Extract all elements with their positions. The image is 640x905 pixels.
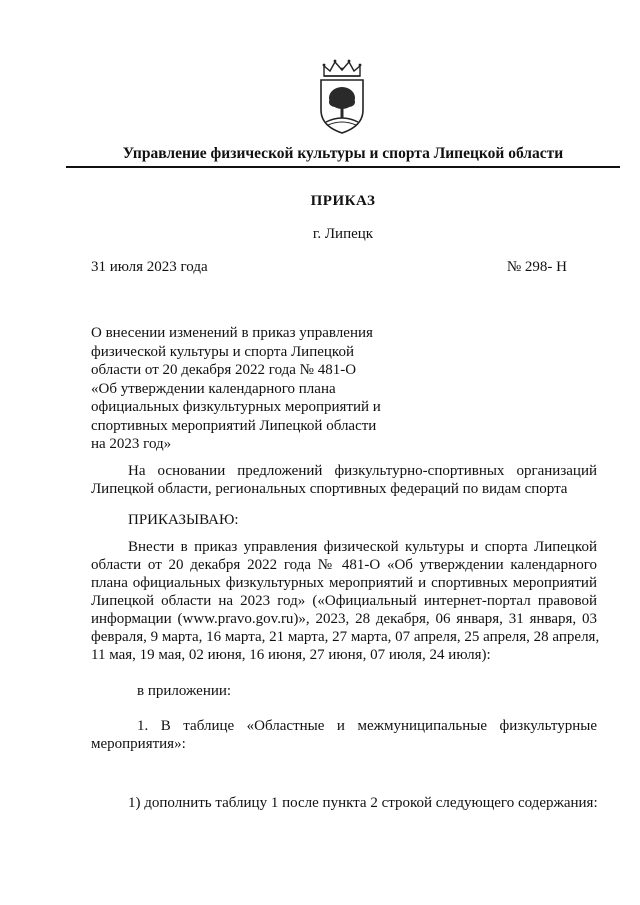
paragraph-line: 11 мая, 19 мая, 02 июня, 16 июня, 27 июня, 07 июля, 24 июля): [91,647,491,663]
paragraph-line: На основании предложений физкультурно-спортивных организаций [128,463,597,479]
document-title: ПРИКАЗ [310,193,376,209]
paragraph-line: 1) дополнить таблицу 1 после пункта 2 строкой следующего содержания: [128,795,598,811]
paragraph-line: Липецкой области, региональных спортивных федераций по видам спорта [91,481,568,497]
subject-line: «Об утверждении календарного плана [91,380,336,397]
paragraph-line: Внести в приказ управления физической культуры и спорта Липецкой [128,539,597,555]
item-1-paragraph [91,717,597,753]
subject-line: на 2023 год» [91,436,172,452]
basis-paragraph [91,462,597,498]
document-subject [91,324,396,454]
subject-line: спортивных мероприятий Липецкой области [91,417,377,434]
document-number: № 298- Н [506,259,567,275]
subitem-1-paragraph [91,794,597,812]
subject-line: официальных физкультурных мероприятий и [91,399,381,415]
appendix-label: в приложении: [137,683,232,699]
coat-of-arms-icon [316,58,368,136]
paragraph-line: информации (www.pravo.gov.ru)», 2023, 28 декабря, 06 января, 31 января, 03 [91,611,597,627]
order-word: ПРИКАЗЫВАЮ: [128,512,239,528]
paragraph-line: Липецкой области на 2023 год» («Официальный интернет-портал правовой [91,593,597,609]
paragraph-line: плана официальных физкультурных мероприятий и спортивных мероприятий [91,575,597,591]
agency-name: Управление физической культуры и спорта Липецкой области [122,145,564,162]
paragraph-line: мероприятия»: [91,736,186,752]
document-city: г. Липецк [312,226,374,242]
subject-line: О внесении изменений в приказ управления [91,325,373,341]
paragraph-line: февраля, 9 марта, 16 марта, 21 марта, 27 марта, 07 апреля, 25 апреля, 28 апреля, [91,629,600,645]
document-date: 31 июля 2023 года [91,259,208,275]
subject-line: области от 20 декабря 2022 года № 481-О [91,362,357,378]
paragraph-line: области от 20 декабря 2022 года № 481-О «Об утверждении календарного [91,557,597,573]
header-divider [66,166,620,168]
subject-line: физической культуры и спорта Липецкой [91,343,354,360]
amendment-paragraph [91,538,600,664]
paragraph-line: 1. В таблице «Областные и межмуниципальные физкультурные [137,718,597,734]
